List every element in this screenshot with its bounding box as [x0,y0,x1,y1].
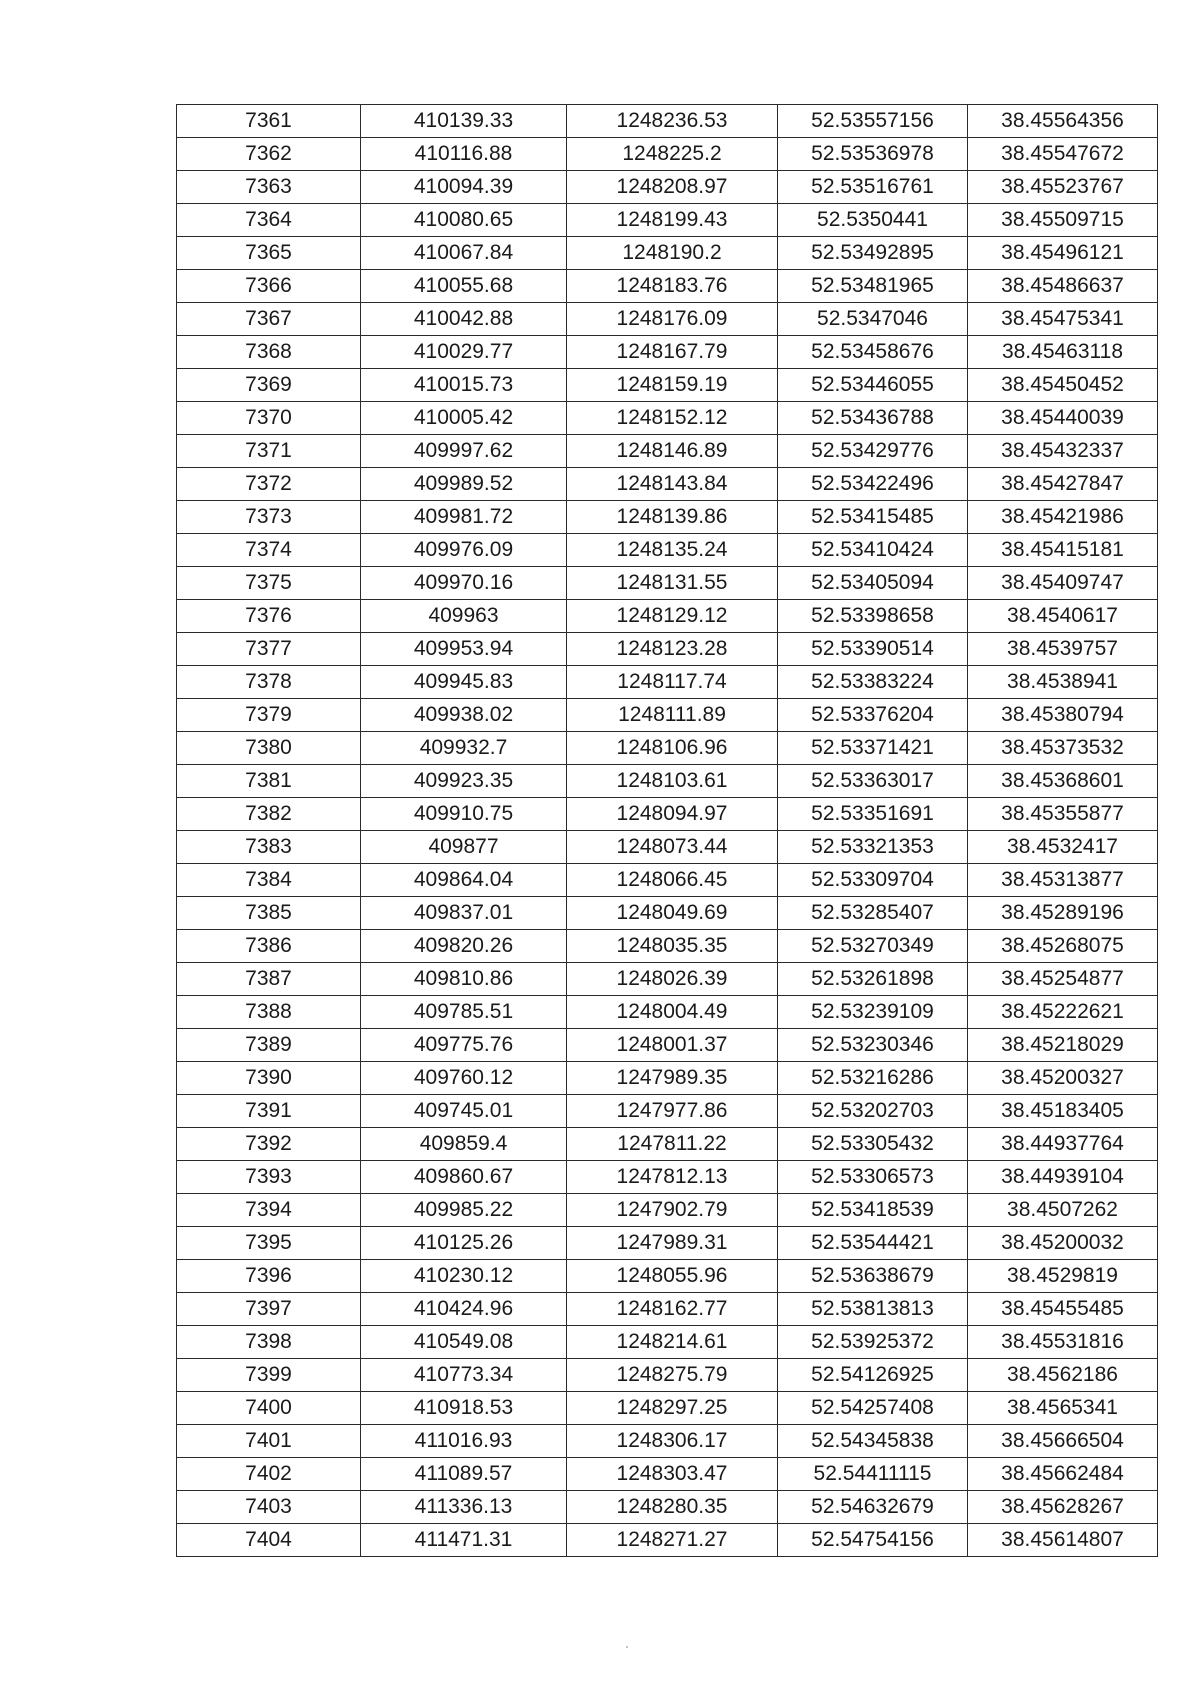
y-coordinate-cell: 1248275.79 [567,1359,778,1392]
x-coordinate-cell: 409864.04 [361,864,567,897]
y-coordinate-cell: 1248001.37 [567,1029,778,1062]
point-number-cell: 7393 [177,1161,361,1194]
table-row [177,1359,1158,1392]
latitude-cell: 52.53813813 [778,1293,968,1326]
latitude-cell: 52.53261898 [778,963,968,996]
point-number-cell: 7380 [177,732,361,765]
x-coordinate-cell: 410005.42 [361,402,567,435]
latitude-cell: 52.54257408 [778,1392,968,1425]
point-number-cell: 7364 [177,204,361,237]
x-coordinate-cell: 409859.4 [361,1128,567,1161]
table-row [177,1425,1158,1458]
latitude-cell: 52.53544421 [778,1227,968,1260]
table-row [177,369,1158,402]
x-coordinate-cell: 409837.01 [361,897,567,930]
point-number-cell: 7391 [177,1095,361,1128]
point-number-cell: 7403 [177,1491,361,1524]
latitude-cell: 52.53410424 [778,534,968,567]
longitude-cell: 38.45463118 [968,336,1158,369]
latitude-cell: 52.53429776 [778,435,968,468]
x-coordinate-cell: 409938.02 [361,699,567,732]
x-coordinate-cell: 410094.39 [361,171,567,204]
longitude-cell: 38.45313877 [968,864,1158,897]
x-coordinate-cell: 409981.72 [361,501,567,534]
longitude-cell: 38.45475341 [968,303,1158,336]
point-number-cell: 7379 [177,699,361,732]
longitude-cell: 38.4532417 [968,831,1158,864]
y-coordinate-cell: 1248143.84 [567,468,778,501]
longitude-cell: 38.45662484 [968,1458,1158,1491]
longitude-cell: 38.45415181 [968,534,1158,567]
coordinates-table [176,104,1158,1557]
x-coordinate-cell: 410139.33 [361,105,567,138]
latitude-cell: 52.53415485 [778,501,968,534]
x-coordinate-cell: 410230.12 [361,1260,567,1293]
table-row [177,666,1158,699]
y-coordinate-cell: 1248271.27 [567,1524,778,1557]
y-coordinate-cell: 1248139.86 [567,501,778,534]
point-number-cell: 7368 [177,336,361,369]
x-coordinate-cell: 409976.09 [361,534,567,567]
y-coordinate-cell: 1248190.2 [567,237,778,270]
x-coordinate-cell: 410125.26 [361,1227,567,1260]
longitude-cell: 38.45268075 [968,930,1158,963]
longitude-cell: 38.45368601 [968,765,1158,798]
y-coordinate-cell: 1248131.55 [567,567,778,600]
longitude-cell: 38.45496121 [968,237,1158,270]
y-coordinate-cell: 1248111.89 [567,699,778,732]
point-number-cell: 7377 [177,633,361,666]
x-coordinate-cell: 409860.67 [361,1161,567,1194]
y-coordinate-cell: 1248103.61 [567,765,778,798]
x-coordinate-cell: 409785.51 [361,996,567,1029]
y-coordinate-cell: 1248214.61 [567,1326,778,1359]
point-number-cell: 7376 [177,600,361,633]
longitude-cell: 38.45218029 [968,1029,1158,1062]
y-coordinate-cell: 1247989.35 [567,1062,778,1095]
table-row [177,501,1158,534]
x-coordinate-cell: 410029.77 [361,336,567,369]
table-row [177,1293,1158,1326]
table-row [177,633,1158,666]
latitude-cell: 52.53925372 [778,1326,968,1359]
point-number-cell: 7386 [177,930,361,963]
point-number-cell: 7388 [177,996,361,1029]
latitude-cell: 52.53398658 [778,600,968,633]
x-coordinate-cell: 409745.01 [361,1095,567,1128]
x-coordinate-cell: 411089.57 [361,1458,567,1491]
longitude-cell: 38.45509715 [968,204,1158,237]
longitude-cell: 38.45254877 [968,963,1158,996]
x-coordinate-cell: 409923.35 [361,765,567,798]
table-row [177,567,1158,600]
longitude-cell: 38.45289196 [968,897,1158,930]
x-coordinate-cell: 409877 [361,831,567,864]
x-coordinate-cell: 409820.26 [361,930,567,963]
longitude-cell: 38.45409747 [968,567,1158,600]
coordinates-table-body [177,105,1158,1557]
longitude-cell: 38.45450452 [968,369,1158,402]
table-row [177,1491,1158,1524]
table-row [177,996,1158,1029]
y-coordinate-cell: 1248066.45 [567,864,778,897]
longitude-cell: 38.45222621 [968,996,1158,1029]
longitude-cell: 38.45666504 [968,1425,1158,1458]
table-row [177,864,1158,897]
longitude-cell: 38.45427847 [968,468,1158,501]
x-coordinate-cell: 409989.52 [361,468,567,501]
latitude-cell: 52.53371421 [778,732,968,765]
point-number-cell: 7370 [177,402,361,435]
point-number-cell: 7369 [177,369,361,402]
table-row [177,534,1158,567]
table-row [177,1458,1158,1491]
x-coordinate-cell: 410549.08 [361,1326,567,1359]
point-number-cell: 7363 [177,171,361,204]
table-row [177,963,1158,996]
table-row [177,831,1158,864]
point-number-cell: 7381 [177,765,361,798]
point-number-cell: 7397 [177,1293,361,1326]
latitude-cell: 52.5347046 [778,303,968,336]
table-row [177,897,1158,930]
x-coordinate-cell: 410773.34 [361,1359,567,1392]
table-row [177,1260,1158,1293]
point-number-cell: 7372 [177,468,361,501]
point-number-cell: 7387 [177,963,361,996]
longitude-cell: 38.45200327 [968,1062,1158,1095]
table-row [177,435,1158,468]
y-coordinate-cell: 1247902.79 [567,1194,778,1227]
x-coordinate-cell: 409985.22 [361,1194,567,1227]
point-number-cell: 7398 [177,1326,361,1359]
longitude-cell: 38.45564356 [968,105,1158,138]
latitude-cell: 52.54632679 [778,1491,968,1524]
y-coordinate-cell: 1248208.97 [567,171,778,204]
latitude-cell: 52.53422496 [778,468,968,501]
point-number-cell: 7401 [177,1425,361,1458]
longitude-cell: 38.45440039 [968,402,1158,435]
table-row [177,468,1158,501]
longitude-cell: 38.45614807 [968,1524,1158,1557]
latitude-cell: 52.53516761 [778,171,968,204]
latitude-cell: 52.53557156 [778,105,968,138]
x-coordinate-cell: 409810.86 [361,963,567,996]
x-coordinate-cell: 410042.88 [361,303,567,336]
y-coordinate-cell: 1248152.12 [567,402,778,435]
x-coordinate-cell: 409932.7 [361,732,567,765]
x-coordinate-cell: 409970.16 [361,567,567,600]
x-coordinate-cell: 411471.31 [361,1524,567,1557]
y-coordinate-cell: 1248306.17 [567,1425,778,1458]
table-row [177,600,1158,633]
point-number-cell: 7383 [177,831,361,864]
table-row [177,1392,1158,1425]
table-row [177,171,1158,204]
point-number-cell: 7382 [177,798,361,831]
table-row [177,336,1158,369]
point-number-cell: 7392 [177,1128,361,1161]
latitude-cell: 52.53492895 [778,237,968,270]
x-coordinate-cell: 411016.93 [361,1425,567,1458]
latitude-cell: 52.54345838 [778,1425,968,1458]
longitude-cell: 38.44937764 [968,1128,1158,1161]
latitude-cell: 52.53405094 [778,567,968,600]
latitude-cell: 52.53363017 [778,765,968,798]
point-number-cell: 7366 [177,270,361,303]
y-coordinate-cell: 1248280.35 [567,1491,778,1524]
table-row [177,1095,1158,1128]
table-row [177,270,1158,303]
longitude-cell: 38.45380794 [968,699,1158,732]
point-number-cell: 7394 [177,1194,361,1227]
x-coordinate-cell: 409963 [361,600,567,633]
longitude-cell: 38.45547672 [968,138,1158,171]
point-number-cell: 7404 [177,1524,361,1557]
latitude-cell: 52.53305432 [778,1128,968,1161]
point-number-cell: 7371 [177,435,361,468]
table-row [177,237,1158,270]
longitude-cell: 38.4529819 [968,1260,1158,1293]
point-number-cell: 7399 [177,1359,361,1392]
latitude-cell: 52.53309704 [778,864,968,897]
latitude-cell: 52.53230346 [778,1029,968,1062]
point-number-cell: 7373 [177,501,361,534]
longitude-cell: 38.45628267 [968,1491,1158,1524]
latitude-cell: 52.53383224 [778,666,968,699]
y-coordinate-cell: 1248167.79 [567,336,778,369]
latitude-cell: 52.53390514 [778,633,968,666]
page-speck [626,1646,628,1648]
y-coordinate-cell: 1248303.47 [567,1458,778,1491]
y-coordinate-cell: 1248199.43 [567,204,778,237]
y-coordinate-cell: 1247989.31 [567,1227,778,1260]
y-coordinate-cell: 1248225.2 [567,138,778,171]
x-coordinate-cell: 410055.68 [361,270,567,303]
y-coordinate-cell: 1248035.35 [567,930,778,963]
table-row [177,732,1158,765]
table-row [177,1161,1158,1194]
y-coordinate-cell: 1247811.22 [567,1128,778,1161]
point-number-cell: 7396 [177,1260,361,1293]
latitude-cell: 52.53216286 [778,1062,968,1095]
latitude-cell: 52.54411115 [778,1458,968,1491]
x-coordinate-cell: 409760.12 [361,1062,567,1095]
latitude-cell: 52.53202703 [778,1095,968,1128]
longitude-cell: 38.45421986 [968,501,1158,534]
table-row [177,1029,1158,1062]
x-coordinate-cell: 409910.75 [361,798,567,831]
point-number-cell: 7400 [177,1392,361,1425]
point-number-cell: 7389 [177,1029,361,1062]
x-coordinate-cell: 409953.94 [361,633,567,666]
y-coordinate-cell: 1248159.19 [567,369,778,402]
y-coordinate-cell: 1248129.12 [567,600,778,633]
longitude-cell: 38.45455485 [968,1293,1158,1326]
latitude-cell: 52.53418539 [778,1194,968,1227]
y-coordinate-cell: 1248135.24 [567,534,778,567]
table-row [177,1326,1158,1359]
longitude-cell: 38.45432337 [968,435,1158,468]
latitude-cell: 52.54754156 [778,1524,968,1557]
latitude-cell: 52.54126925 [778,1359,968,1392]
y-coordinate-cell: 1248236.53 [567,105,778,138]
longitude-cell: 38.4562186 [968,1359,1158,1392]
y-coordinate-cell: 1248123.28 [567,633,778,666]
latitude-cell: 52.53285407 [778,897,968,930]
x-coordinate-cell: 410067.84 [361,237,567,270]
longitude-cell: 38.45486637 [968,270,1158,303]
point-number-cell: 7390 [177,1062,361,1095]
latitude-cell: 52.5350441 [778,204,968,237]
table-row [177,798,1158,831]
y-coordinate-cell: 1248004.49 [567,996,778,1029]
table-row [177,303,1158,336]
latitude-cell: 52.53239109 [778,996,968,1029]
longitude-cell: 38.45523767 [968,171,1158,204]
y-coordinate-cell: 1248026.39 [567,963,778,996]
table-row [177,765,1158,798]
point-number-cell: 7384 [177,864,361,897]
x-coordinate-cell: 410918.53 [361,1392,567,1425]
latitude-cell: 52.53321353 [778,831,968,864]
x-coordinate-cell: 409775.76 [361,1029,567,1062]
latitude-cell: 52.53270349 [778,930,968,963]
table-row [177,1227,1158,1260]
y-coordinate-cell: 1248049.69 [567,897,778,930]
y-coordinate-cell: 1248176.09 [567,303,778,336]
table-row [177,1524,1158,1557]
longitude-cell: 38.45531816 [968,1326,1158,1359]
y-coordinate-cell: 1248146.89 [567,435,778,468]
latitude-cell: 52.53306573 [778,1161,968,1194]
point-number-cell: 7361 [177,105,361,138]
longitude-cell: 38.45373532 [968,732,1158,765]
latitude-cell: 52.53351691 [778,798,968,831]
y-coordinate-cell: 1248183.76 [567,270,778,303]
point-number-cell: 7395 [177,1227,361,1260]
latitude-cell: 52.53376204 [778,699,968,732]
point-number-cell: 7367 [177,303,361,336]
longitude-cell: 38.4539757 [968,633,1158,666]
table-row [177,204,1158,237]
longitude-cell: 38.45183405 [968,1095,1158,1128]
y-coordinate-cell: 1248162.77 [567,1293,778,1326]
point-number-cell: 7374 [177,534,361,567]
y-coordinate-cell: 1248297.25 [567,1392,778,1425]
x-coordinate-cell: 410080.65 [361,204,567,237]
y-coordinate-cell: 1247812.13 [567,1161,778,1194]
latitude-cell: 52.53446055 [778,369,968,402]
longitude-cell: 38.4538941 [968,666,1158,699]
x-coordinate-cell: 410015.73 [361,369,567,402]
y-coordinate-cell: 1248073.44 [567,831,778,864]
latitude-cell: 52.53481965 [778,270,968,303]
table-row [177,402,1158,435]
table-row [177,1194,1158,1227]
latitude-cell: 52.53638679 [778,1260,968,1293]
longitude-cell: 38.45355877 [968,798,1158,831]
point-number-cell: 7385 [177,897,361,930]
x-coordinate-cell: 411336.13 [361,1491,567,1524]
table-row [177,699,1158,732]
table-row [177,1128,1158,1161]
x-coordinate-cell: 410424.96 [361,1293,567,1326]
longitude-cell: 38.4540617 [968,600,1158,633]
point-number-cell: 7378 [177,666,361,699]
y-coordinate-cell: 1248094.97 [567,798,778,831]
point-number-cell: 7362 [177,138,361,171]
y-coordinate-cell: 1248117.74 [567,666,778,699]
table-row [177,138,1158,171]
x-coordinate-cell: 409997.62 [361,435,567,468]
point-number-cell: 7365 [177,237,361,270]
x-coordinate-cell: 410116.88 [361,138,567,171]
table-row [177,1062,1158,1095]
latitude-cell: 52.53458676 [778,336,968,369]
longitude-cell: 38.45200032 [968,1227,1158,1260]
latitude-cell: 52.53536978 [778,138,968,171]
y-coordinate-cell: 1247977.86 [567,1095,778,1128]
x-coordinate-cell: 409945.83 [361,666,567,699]
y-coordinate-cell: 1248055.96 [567,1260,778,1293]
longitude-cell: 38.44939104 [968,1161,1158,1194]
y-coordinate-cell: 1248106.96 [567,732,778,765]
longitude-cell: 38.4507262 [968,1194,1158,1227]
table-row [177,930,1158,963]
point-number-cell: 7402 [177,1458,361,1491]
longitude-cell: 38.4565341 [968,1392,1158,1425]
latitude-cell: 52.53436788 [778,402,968,435]
table-row [177,105,1158,138]
point-number-cell: 7375 [177,567,361,600]
